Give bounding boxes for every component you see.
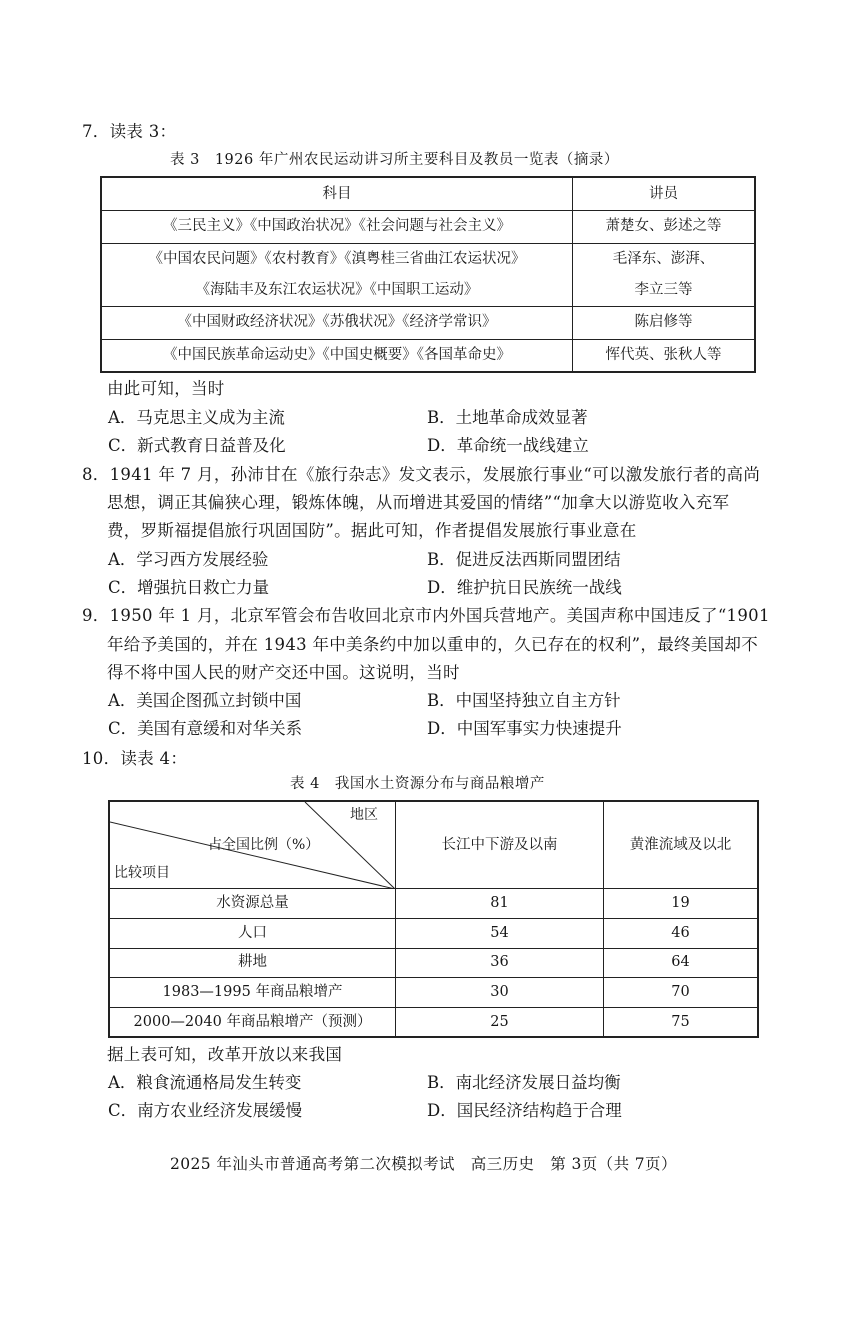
table-3 bbox=[100, 176, 756, 373]
table4-item: 耕地 bbox=[109, 948, 396, 977]
table4-north-value: 46 bbox=[604, 918, 759, 948]
table4-diagonal-header bbox=[109, 801, 396, 888]
table4-header-ratio: 占全国比例（%） bbox=[208, 837, 320, 854]
table-4 bbox=[108, 800, 759, 1038]
table4-north-value: 70 bbox=[604, 977, 759, 1007]
table4-header-region: 地区 bbox=[350, 807, 378, 824]
table-row bbox=[101, 339, 755, 372]
table3-header-subject: 科目 bbox=[101, 177, 573, 210]
table-row bbox=[109, 888, 758, 918]
table4-north-value: 75 bbox=[604, 1007, 759, 1037]
q9-option-d: D．中国军事实力快速提升 bbox=[427, 719, 622, 738]
page-footer: 2025 年汕头市普通高考第二次模拟考试 高三历史 第 3页（共 7页） bbox=[170, 1155, 677, 1173]
q10-option-c: C．南方农业经济发展缓慢 bbox=[108, 1101, 303, 1120]
table3-teachers: 李立三等 bbox=[634, 281, 693, 298]
table4-caption: 表 4 我国水土资源分布与商品粮增产 bbox=[290, 776, 545, 792]
table-row bbox=[109, 977, 758, 1007]
q8-option-a: A．学习西方发展经验 bbox=[108, 550, 269, 569]
q8-line-3: 费，罗斯福提倡旅行巩固国防”。据此可知，作者提倡发展旅行事业意在 bbox=[107, 521, 637, 540]
q8-option-d: D．维护抗日民族统一战线 bbox=[427, 578, 622, 597]
q9-option-c: C．美国有意缓和对华关系 bbox=[108, 719, 303, 738]
table4-south-value: 81 bbox=[396, 888, 604, 918]
q7-option-d: D．革命统一战线建立 bbox=[427, 436, 589, 455]
table4-item: 2000—2040 年商品粮增产（预测） bbox=[109, 1007, 396, 1037]
table3-subjects: 《三民主义》《中国政治状况》《社会问题与社会主义》 bbox=[163, 218, 511, 235]
table3-subjects: 《中国农民问题》《农村教育》《滇粤桂三省曲江农运状况》 bbox=[148, 250, 526, 267]
table4-item: 水资源总量 bbox=[109, 888, 396, 918]
table3-teachers: 毛泽东、澎湃、 bbox=[612, 250, 715, 267]
table-row bbox=[109, 1007, 758, 1037]
table3-header-teacher: 讲员 bbox=[573, 177, 756, 210]
q8-option-c: C．增强抗日救亡力量 bbox=[108, 578, 270, 597]
table3-subjects: 《海陆丰及东江农运状况》《中国职工运动》 bbox=[195, 281, 479, 298]
table3-caption: 表 3 1926 年广州农民运动讲习所主要科目及教员一览表（摘录） bbox=[170, 152, 619, 168]
table4-item: 1983—1995 年商品粮增产 bbox=[109, 977, 396, 1007]
table4-south-value: 36 bbox=[396, 948, 604, 977]
q7-option-c: C．新式教育日益普及化 bbox=[108, 436, 286, 455]
table3-teachers: 陈启修等 bbox=[634, 314, 693, 331]
table4-item: 人口 bbox=[109, 918, 396, 948]
table4-col-north: 黄淮流域及以北 bbox=[604, 801, 759, 888]
table-row bbox=[101, 210, 755, 243]
q10-stem: 10．读表 4： bbox=[82, 749, 188, 768]
table4-north-value: 19 bbox=[604, 888, 759, 918]
q7-option-a: A．马克思主义成为主流 bbox=[108, 408, 285, 427]
q7-option-b: B．土地革命成效显著 bbox=[427, 408, 588, 427]
table3-subjects: 《中国财政经济状况》《苏俄状况》《经济学常识》 bbox=[177, 314, 497, 331]
table-row bbox=[101, 306, 755, 339]
q10-option-d: D．国民经济结构趋于合理 bbox=[427, 1101, 622, 1120]
table4-south-value: 25 bbox=[396, 1007, 604, 1037]
table-row bbox=[109, 918, 758, 948]
q9-line-3: 得不将中国人民的财产交还中国。这说明，当时 bbox=[107, 663, 460, 682]
q8-line-1: 8．1941 年 7 月，孙沛甘在《旅行杂志》发文表示，发展旅行事业“可以激发旅行者的高尚 bbox=[82, 465, 761, 484]
q9-option-b: B．中国坚持独立自主方针 bbox=[427, 691, 621, 710]
q10-question: 据上表可知，改革开放以来我国 bbox=[107, 1045, 343, 1064]
q8-option-b: B．促进反法西斯同盟团结 bbox=[427, 550, 621, 569]
table4-south-value: 30 bbox=[396, 977, 604, 1007]
table3-teachers: 萧楚女、彭述之等 bbox=[605, 218, 722, 235]
q7-stem: 7．读表 3： bbox=[82, 122, 177, 141]
table4-header-item: 比较项目 bbox=[114, 865, 170, 882]
table-row bbox=[101, 243, 755, 306]
table-row bbox=[109, 948, 758, 977]
table4-col-south: 长江中下游及以南 bbox=[396, 801, 604, 888]
q9-line-2: 年给予美国的，并在 1943 年中美条约中加以重申的，久已存在的权利”，最终美国却不 bbox=[107, 635, 759, 654]
q9-option-a: A．美国企图孤立封锁中国 bbox=[108, 691, 302, 710]
table4-south-value: 54 bbox=[396, 918, 604, 948]
q9-line-1: 9．1950 年 1 月，北京军管会布告收回北京市内外国兵营地产。美国声称中国违反了“1901 bbox=[82, 606, 770, 625]
table3-teachers: 恽代英、张秋人等 bbox=[605, 347, 722, 363]
q10-option-a: A．粮食流通格局发生转变 bbox=[108, 1073, 302, 1092]
q8-line-2: 思想，调正其偏狭心理，锻炼体魄，从而增进其爱国的情绪”“加拿大以游览收入充军 bbox=[107, 493, 730, 512]
table3-subjects: 《中国民族革命运动史》《中国史概要》《各国革命史》 bbox=[163, 347, 511, 363]
q7-question: 由此可知，当时 bbox=[107, 379, 225, 398]
table4-north-value: 64 bbox=[604, 948, 759, 977]
q10-option-b: B．南北经济发展日益均衡 bbox=[427, 1073, 621, 1092]
